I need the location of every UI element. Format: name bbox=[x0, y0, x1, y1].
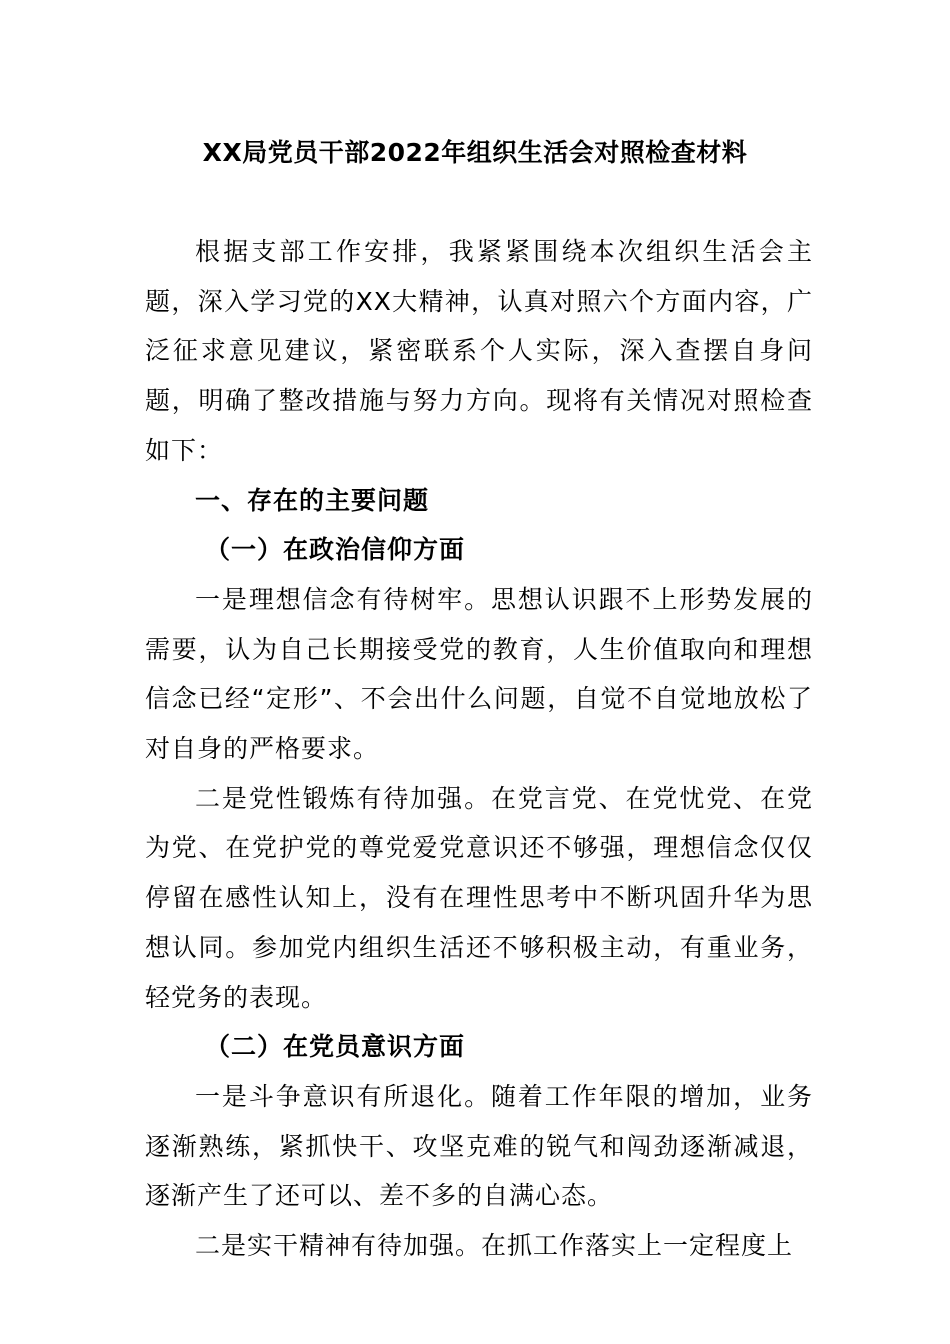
intro-paragraph: 根据支部工作安排，我紧紧围绕本次组织生活会主题，深入学习党的XX大精神，认真对照六个方面内容，广泛征求意见建议，紧密联系个人实际，深入查摆自身问题，明确了整改措施与努力方向。现将有关情况对照检查如下： bbox=[145, 237, 813, 465]
paragraph-party-training: 二是党性锻炼有待加强。在党言党、在党忧党、在党为党、在党护党的尊党爱党意识还不够强，理想信念仅仅停留在感性认知上，没有在理性思考中不断巩固升华为思想认同。参加党内组织生活还不够积极主动，有重业务，轻党务的表现。 bbox=[145, 783, 813, 1012]
section-heading-problems: 一、存在的主要问题 bbox=[195, 485, 430, 515]
paragraph-struggle-awareness: 一是斗争意识有所退化。随着工作年限的增加，业务逐渐熟练，紧抓快干、攻坚克难的锐气和闯劲逐渐减退，逐渐产生了还可以、差不多的自满心态。 bbox=[145, 1081, 813, 1211]
document-body bbox=[145, 227, 813, 1271]
subsection-heading-party-awareness: （二）在党员意识方面 bbox=[205, 1032, 466, 1062]
paragraph-practical-spirit: 二是实干精神有待加强。在抓工作落实上一定程度上 bbox=[195, 1231, 794, 1261]
subsection-heading-political-belief: （一）在政治信仰方面 bbox=[205, 535, 466, 565]
document-title: XX局党员干部2022年组织生活会对照检查材料 bbox=[202, 138, 748, 167]
paragraph-ideals: 一是理想信念有待树牢。思想认识跟不上形势发展的需要，认为自己长期接受党的教育，人生价值取向和理想信念已经“定形”、不会出什么问题，自觉不自觉地放松了对自身的严格要求。 bbox=[145, 584, 813, 764]
